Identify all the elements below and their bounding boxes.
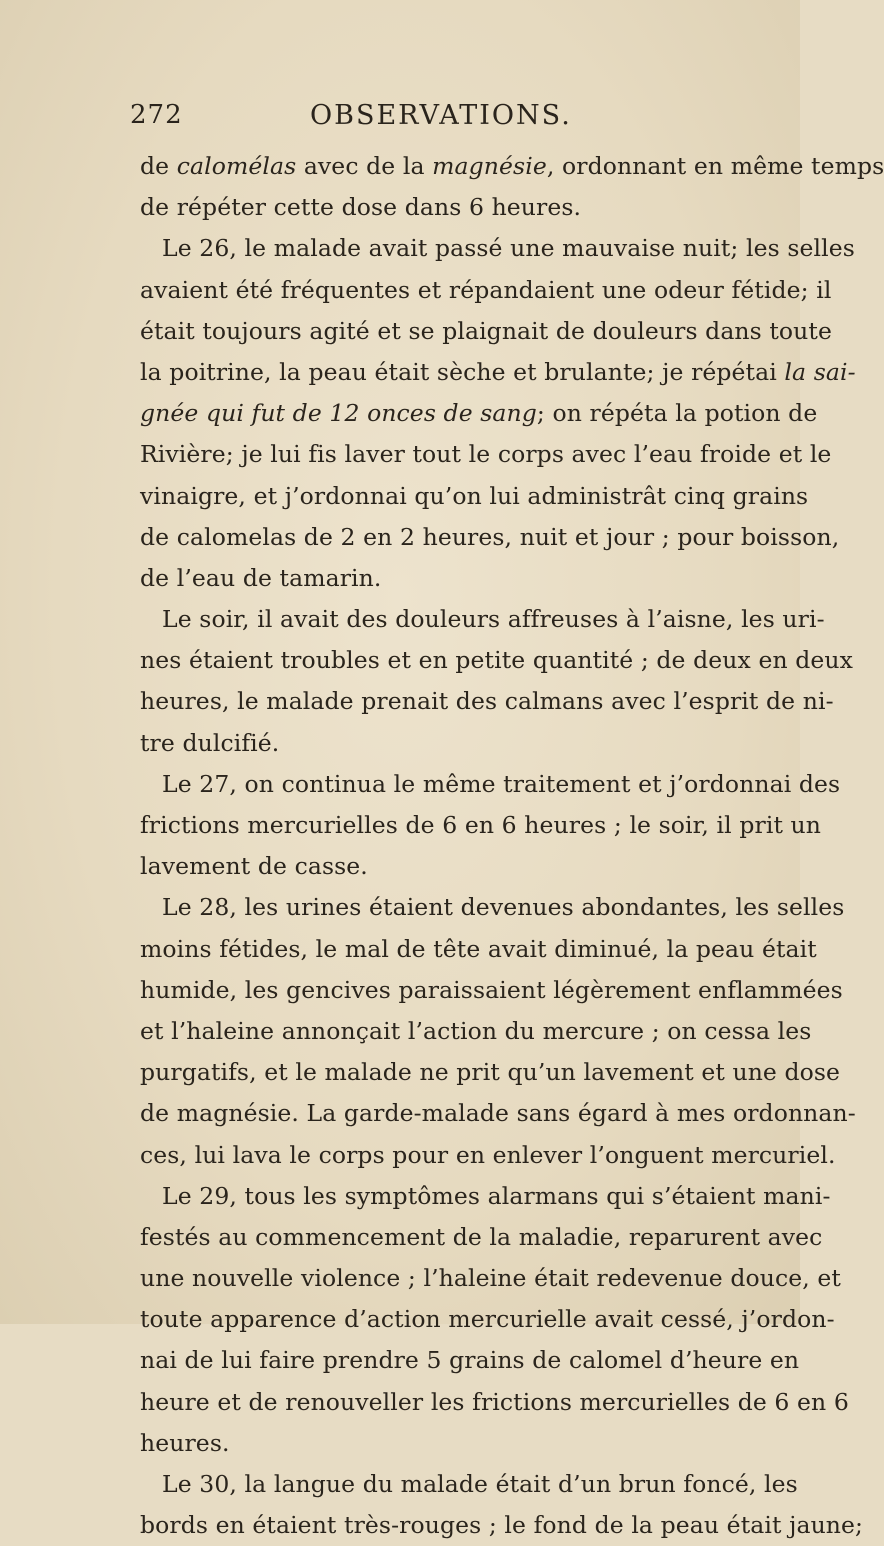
text-line: purgatifs, et le malade ne prit qu’un lavement et une dose: [140, 1058, 841, 1087]
text-line: de l’eau de tamarin.: [140, 563, 382, 592]
body-text: [140, 146, 884, 1546]
text-line: lavement de casse.: [140, 852, 368, 881]
text-line: Le 29, tous les symptômes alarmans qui s’étaient mani-: [162, 1181, 831, 1210]
text-line: était toujours agité et se plaignait de douleurs dans toute: [140, 316, 832, 345]
text-line: humide, les gencives paraissaient légèrement enflammées: [140, 975, 843, 1004]
text-line: festés au commencement de la maladie, reparurent avec: [140, 1222, 823, 1251]
text-line: de magnésie. La garde-malade sans égard à mes ordonnan-: [140, 1099, 856, 1128]
text-line: heures.: [140, 1428, 230, 1457]
text-line: de calomelas de 2 en 2 heures, nuit et jour ; pour boisson,: [140, 522, 840, 551]
text-line: toute apparence d’action mercurielle avait cessé, j’ordon-: [140, 1305, 835, 1334]
text-line: Le 30, la langue du malade était d’un brun foncé, les: [162, 1470, 798, 1498]
text-line: ces, lui lava le corps pour en enlever l’onguent mercuriel.: [140, 1140, 836, 1169]
page-number: 272: [130, 100, 183, 130]
text-line: avaient été fréquentes et répandaient une odeur fétide; il: [140, 275, 832, 304]
text-line: heures, le malade prenait des calmans avec l’esprit de ni-: [140, 687, 834, 716]
text-line: Le soir, il avait des douleurs affreuses à l’aisne, les uri-: [162, 605, 825, 634]
page-header: [130, 100, 730, 140]
text-line: vinaigre, et j’ordonnai qu’on lui administrât cinq grains: [140, 481, 809, 510]
text-line: heure et de renouveller les frictions mercurielles de 6 en 6: [140, 1387, 849, 1416]
text-line: de calomélas avec de la magnésie, ordonnant en même temps: [140, 152, 884, 180]
text-line: Le 27, on continua le même traitement et j’ordonnai des: [162, 769, 841, 798]
text-line: la poitrine, la peau était sèche et brulante; je répétai la sai-: [140, 357, 856, 386]
text-line: nes étaient troubles et en petite quantité ; de deux en deux: [140, 646, 853, 675]
running-head: OBSERVATIONS.: [310, 100, 572, 131]
text-line: tre dulcifié.: [140, 728, 280, 757]
text-line: Le 28, les urines étaient devenues abondantes, les selles: [162, 893, 845, 922]
text-line: gnée qui fut de 12 onces de sang; on répéta la potion de: [140, 399, 818, 428]
text-line: nai de lui faire prendre 5 grains de calomel d’heure en: [140, 1346, 800, 1375]
text-line: Rivière; je lui fis laver tout le corps avec l’eau froide et le: [140, 440, 832, 469]
text-line: une nouvelle violence ; l’haleine était redevenue douce, et: [140, 1264, 841, 1293]
text-line: moins fétides, le mal de tête avait diminué, la peau était: [140, 934, 817, 963]
text-line: de répéter cette dose dans 6 heures.: [140, 193, 582, 222]
text-line: frictions mercurielles de 6 en 6 heures ; le soir, il prit un: [140, 811, 822, 839]
text-line: et l’haleine annonçait l’action du mercure ; on cessa les: [140, 1016, 812, 1045]
text-line: bords en étaient très-rouges ; le fond de la peau était jaune;: [140, 1511, 864, 1540]
text-line: Le 26, le malade avait passé une mauvaise nuit; les selles: [162, 234, 855, 263]
